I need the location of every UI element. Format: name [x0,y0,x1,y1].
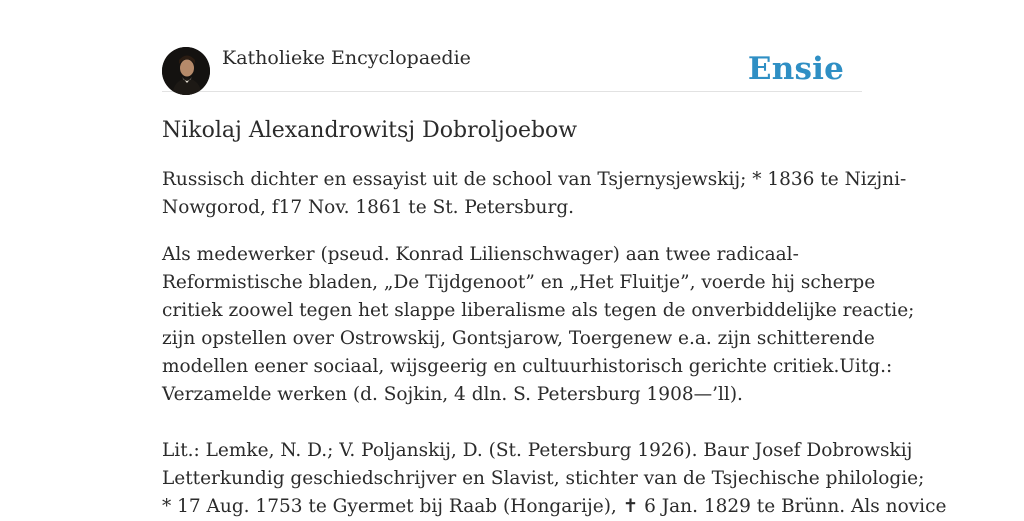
paragraph-line: Als medewerker (pseud. Konrad Lilienschwager) aan twee radicaal- [162,244,799,265]
paragraph-1 [162,166,907,222]
paragraph-line: Verzamelde werken (d. Sojkin, 4 dln. S. Petersburg 1908—’ll). [162,384,743,405]
page-title: Nikolaj Alexandrowitsj Dobroljoebow [162,118,578,143]
paragraph-2 [162,241,915,409]
avatar[interactable] [162,47,210,95]
paragraph-line: zijn opstellen over Ostrowskij, Gontsjarow, Toergenew e.a. zijn schitterende [162,328,875,349]
paragraph-line: critiek zoowel tegen het slappe liberalisme als tegen de onverbiddelijke reactie; [162,300,915,321]
brand-logo[interactable]: Ensie [747,51,844,87]
paragraph-line: modellen eener sociaal, wijsgeerig en cultuurhistorisch gerichte critiek.Uitg.: [162,356,893,377]
article-page [162,0,947,521]
paragraph-line: Lit.: Lemke, N. D.; V. Poljanskij, D. (St. Petersburg 1926). Baur Josef Dobrowskij [162,440,913,461]
source-name[interactable]: Katholieke Encyclopaedie [222,47,471,69]
header [162,0,862,92]
paragraph-line: Russisch dichter en essayist uit de school van Tsjernysjewskij; * 1836 te Nizjni- [162,169,907,190]
paragraph-line: Reformistische bladen, „De Tijdgenoot” en „Het Fluitje”, voerde hij scherpe [162,272,876,293]
paragraph-line: Letterkundig geschiedschrijver en Slavist, stichter van de Tsjechische philologie; [162,468,925,489]
paragraph-line: * 17 Aug. 1753 te Gyermet bij Raab (Hongarije), ✝ 6 Jan. 1829 te Brünn. Als novice [162,496,947,517]
portrait-icon [162,47,210,95]
paragraph-line: Nowgorod, f17 Nov. 1861 te St. Petersburg. [162,197,575,218]
paragraph-3 [162,437,947,521]
